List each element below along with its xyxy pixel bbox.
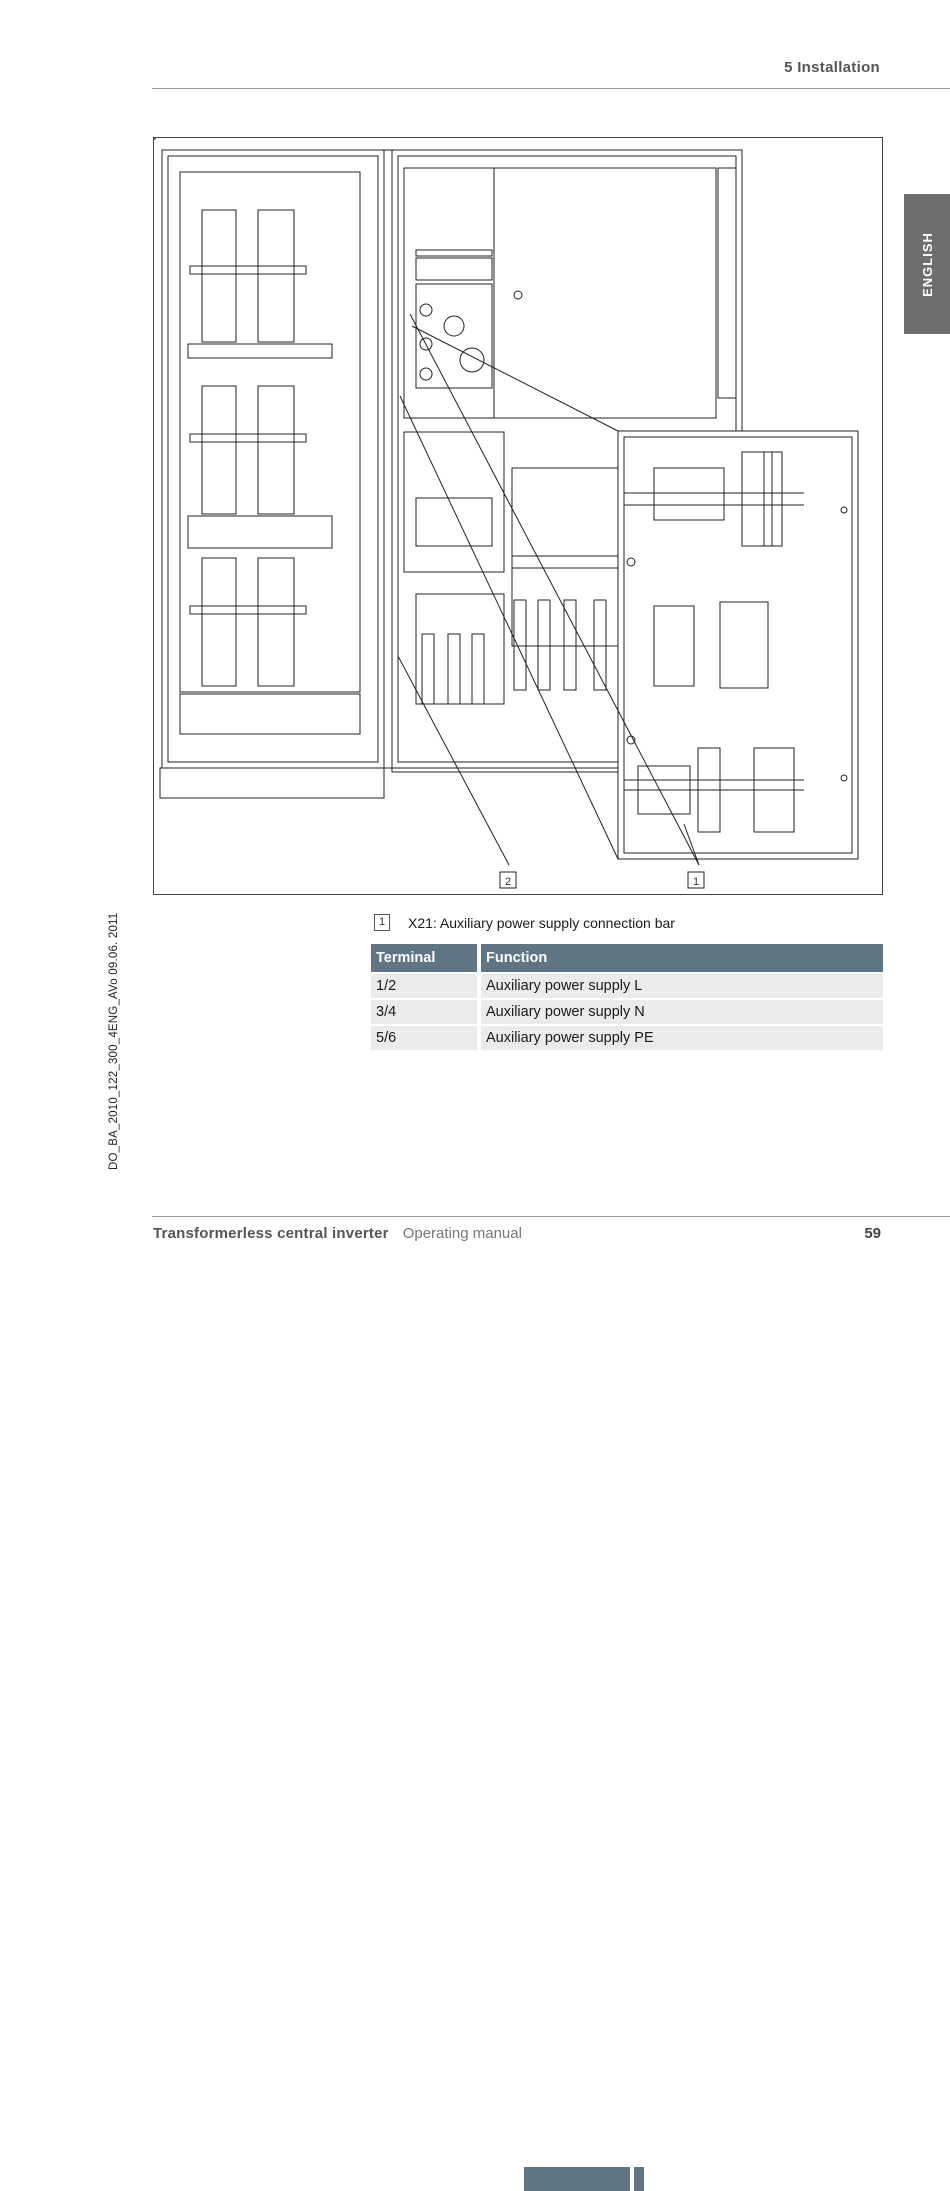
legend-number-box: 1 bbox=[374, 914, 390, 931]
language-tab bbox=[904, 194, 950, 334]
table-footer-cell bbox=[634, 2167, 644, 2191]
cabinet-drawing bbox=[154, 138, 884, 896]
terminal-cell: 5/6 bbox=[371, 1026, 481, 1050]
terminal-function-table bbox=[371, 942, 883, 1054]
table-row bbox=[371, 1000, 883, 1024]
table-footer-cell bbox=[524, 2167, 634, 2191]
left-cabinet-frame bbox=[162, 150, 384, 768]
section-header: 5 Installation bbox=[784, 59, 880, 76]
manual-name: Operating manual bbox=[402, 1225, 522, 1242]
document-id: DO_BA_2010_122_300_4ENG_AVo 09.06. 2011 bbox=[108, 912, 120, 1170]
callout-1-label: 1 bbox=[692, 876, 700, 888]
footer-divider bbox=[152, 1216, 950, 1217]
page-footer bbox=[153, 1225, 881, 1242]
function-column-header: Function bbox=[481, 944, 883, 972]
capacitor-bank bbox=[190, 210, 306, 686]
table-header-row bbox=[371, 944, 883, 972]
table-row bbox=[371, 1026, 883, 1050]
table-footer-row bbox=[524, 2167, 950, 2191]
terminal-cell: 3/4 bbox=[371, 1000, 481, 1024]
figure-legend bbox=[374, 914, 675, 931]
language-tab-label: ENGLISH bbox=[919, 231, 935, 297]
legend-text: X21: Auxiliary power supply connection bar bbox=[408, 914, 675, 931]
cabinet-diagram bbox=[153, 137, 883, 895]
terminal-cell: 1/2 bbox=[371, 974, 481, 998]
function-cell: Auxiliary power supply N bbox=[481, 1000, 883, 1024]
right-upper-panel bbox=[494, 168, 716, 418]
terminal-column-header: Terminal bbox=[371, 944, 481, 972]
callout-2-label: 2 bbox=[504, 876, 512, 888]
page-number: 59 bbox=[864, 1225, 881, 1242]
function-cell: Auxiliary power supply PE bbox=[481, 1026, 883, 1050]
product-name: Transformerless central inverter bbox=[153, 1225, 389, 1242]
table-row bbox=[371, 974, 883, 998]
function-cell: Auxiliary power supply L bbox=[481, 974, 883, 998]
header-divider bbox=[152, 88, 950, 89]
